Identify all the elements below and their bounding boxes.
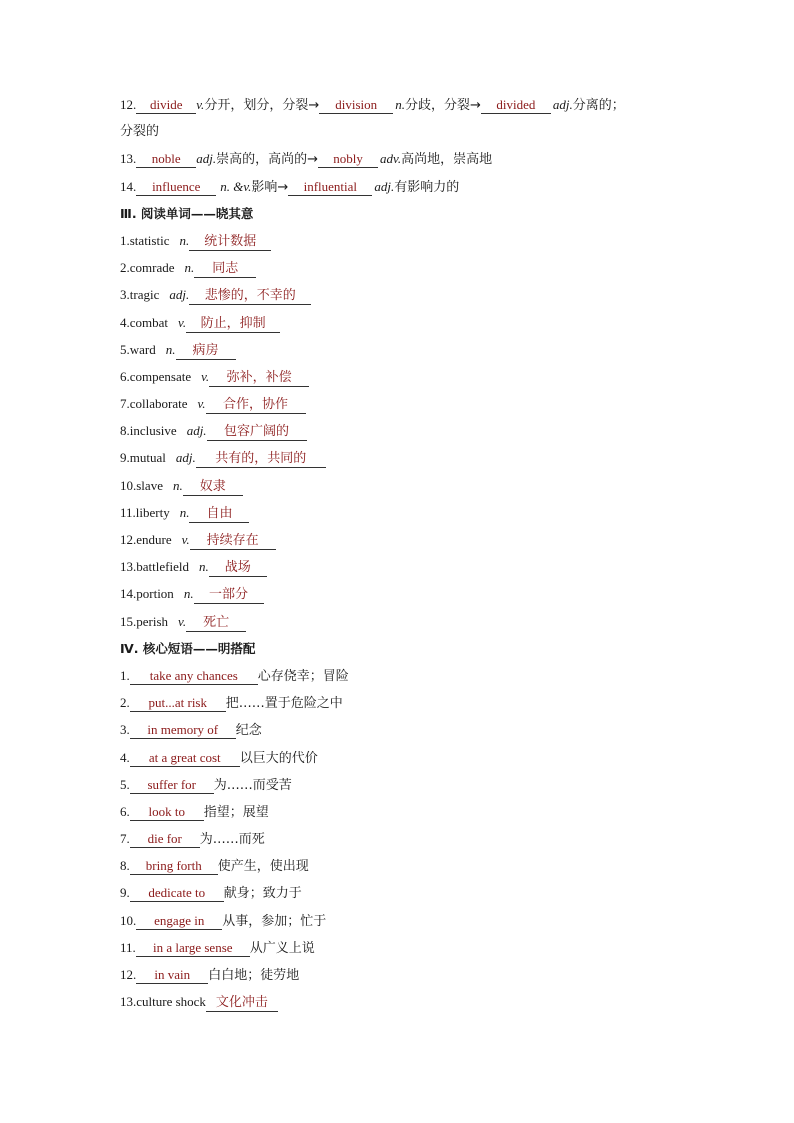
word-text: 14.portion — [120, 586, 174, 602]
derivative-row-13 — [120, 148, 680, 175]
item-number: 1. — [120, 667, 130, 683]
meaning-text: 分歧，分裂→ — [404, 98, 481, 113]
item-number: 6. — [120, 803, 130, 819]
phrase-text: culture shock — [136, 994, 206, 1010]
meaning-text: 把……置于危险之中 — [225, 696, 343, 712]
answer-blank[interactable]: division — [319, 97, 393, 114]
item-number: 7. — [120, 831, 130, 847]
part-of-speech: v. — [201, 368, 210, 384]
word-text: 4.combat — [120, 314, 169, 330]
answer-blank[interactable]: 共有的，共同的 — [196, 451, 326, 468]
answer-blank[interactable]: 包容广阔的 — [207, 424, 307, 441]
part-of-speech: v. — [181, 532, 190, 547]
answer-blank[interactable]: at a great cost — [130, 750, 240, 767]
word-text: 6.compensate — [120, 368, 192, 384]
phrase-row — [120, 747, 680, 774]
reading-word-row — [120, 502, 680, 529]
item-number: 11. — [120, 939, 136, 955]
reading-word-row — [120, 284, 680, 311]
reading-word-row — [120, 447, 680, 474]
phrase-row — [120, 855, 680, 882]
answer-blank[interactable]: 合作，协作 — [206, 397, 306, 414]
reading-word-row — [120, 257, 680, 284]
part-of-speech: n. &v. — [220, 178, 252, 194]
reading-word-row — [120, 366, 680, 393]
section-heading-core-phrases: Ⅳ. 核心短语——明搭配 — [120, 640, 256, 656]
worksheet-content — [120, 94, 680, 1018]
phrase-row — [120, 937, 680, 964]
item-number: 5. — [120, 776, 130, 792]
part-of-speech: v. — [197, 396, 206, 412]
answer-blank[interactable]: 悲惨的，不幸的 — [189, 288, 311, 305]
meaning-text: 从事，参加；忙于 — [222, 913, 327, 929]
reading-word-row — [120, 529, 680, 556]
section-heading-reading-words: Ⅲ. 阅读单词——晓其意 — [120, 205, 254, 221]
phrase-row — [120, 910, 680, 937]
meaning-text: 心存侥幸；冒险 — [257, 668, 349, 684]
item-number: 10. — [120, 912, 137, 928]
reading-word-row — [120, 312, 680, 339]
answer-blank[interactable]: 文化冲击 — [206, 995, 278, 1012]
word-text: 7.collaborate — [120, 396, 188, 412]
phrase-row — [120, 882, 680, 909]
part-of-speech: n. — [183, 586, 194, 602]
part-of-speech: adj. — [175, 450, 196, 466]
word-text: 12.endure — [120, 532, 172, 547]
part-of-speech: v. — [196, 97, 205, 112]
meaning-text: 分裂的 — [120, 124, 160, 140]
phrase-row — [120, 828, 680, 855]
part-of-speech: n. — [179, 504, 190, 520]
answer-blank[interactable]: put...at risk — [130, 695, 226, 712]
meaning-text: 高尚地，崇高地 — [401, 152, 493, 168]
reading-word-row — [120, 475, 680, 502]
reading-word-row — [120, 393, 680, 420]
derivative-row-14 — [120, 176, 680, 203]
meaning-text: 分开，划分，分裂→ — [204, 98, 320, 113]
answer-blank[interactable]: 同志 — [194, 261, 256, 278]
answer-blank[interactable]: in vain — [136, 967, 208, 984]
answer-blank[interactable]: nobly — [318, 151, 378, 168]
answer-blank[interactable]: noble — [136, 151, 196, 168]
reading-word-row — [120, 230, 680, 257]
meaning-text: 崇高的，高尚的→ — [216, 152, 319, 168]
part-of-speech: n. — [165, 341, 176, 357]
item-number: 14. — [120, 178, 137, 194]
word-text: 8.inclusive — [120, 423, 177, 439]
part-of-speech: v. — [178, 613, 187, 629]
part-of-speech: adv. — [380, 151, 402, 167]
answer-blank[interactable]: dedicate to — [130, 885, 224, 902]
phrase-row — [120, 692, 680, 719]
meaning-text: 为……而死 — [199, 832, 265, 848]
answer-blank[interactable]: 持续存在 — [190, 533, 276, 550]
answer-blank[interactable]: take any chances — [130, 668, 258, 685]
answer-blank[interactable]: bring forth — [130, 858, 218, 875]
reading-word-row — [120, 339, 680, 366]
answer-blank[interactable]: influential — [288, 179, 372, 196]
part-of-speech: n. — [198, 559, 209, 575]
answer-blank[interactable]: in a large sense — [136, 940, 250, 957]
answer-blank[interactable]: 死亡 — [186, 615, 246, 632]
answer-blank[interactable]: 弥补，补偿 — [209, 370, 309, 387]
word-text: 9.mutual — [120, 450, 166, 466]
part-of-speech: adj. — [552, 97, 573, 112]
answer-blank[interactable]: die for — [130, 831, 200, 848]
meaning-text: 使产生，使出现 — [217, 859, 309, 875]
part-of-speech: n. — [184, 260, 195, 276]
meaning-text: 献身；致力于 — [223, 886, 302, 902]
reading-word-row — [120, 556, 680, 583]
meaning-text: 白白地；徒劳地 — [208, 968, 300, 983]
part-of-speech: adj. — [374, 178, 395, 194]
answer-blank[interactable]: divided — [481, 97, 551, 114]
reading-word-row — [120, 611, 680, 638]
item-number: 8. — [120, 858, 130, 874]
word-text: 5.ward — [120, 341, 156, 357]
reading-word-row — [120, 420, 680, 447]
phrase-row — [120, 719, 680, 746]
part-of-speech: n. — [395, 97, 405, 112]
word-text: 15.perish — [120, 613, 169, 629]
answer-blank[interactable]: look to — [130, 804, 204, 821]
item-number: 12. — [120, 967, 137, 982]
meaning-text: 以巨大的代价 — [239, 750, 318, 766]
answer-blank[interactable]: 一部分 — [194, 587, 264, 604]
meaning-text: 从广义上说 — [249, 940, 315, 956]
meaning-text: 指望；展望 — [203, 804, 269, 820]
answer-blank[interactable]: 自由 — [189, 506, 249, 523]
item-number: 2. — [120, 695, 130, 711]
answer-blank[interactable]: 病房 — [176, 343, 236, 360]
answer-blank[interactable]: divide — [136, 97, 196, 114]
derivative-row-12-continuation — [120, 121, 680, 148]
answer-blank[interactable]: 战场 — [209, 560, 267, 577]
meaning-text: 有影响力的 — [394, 179, 460, 195]
phrase-row — [120, 774, 680, 801]
meaning-text: 为……而受苦 — [213, 777, 292, 793]
word-text: 3.tragic — [120, 287, 160, 303]
answer-blank[interactable]: in memory of — [130, 722, 236, 739]
answer-blank[interactable]: influence — [136, 179, 216, 196]
answer-blank[interactable]: 防止，抑制 — [186, 316, 280, 333]
word-text: 1.statistic — [120, 232, 170, 248]
answer-blank[interactable]: 统计数据 — [189, 234, 271, 251]
part-of-speech: adj. — [186, 423, 207, 439]
item-number: 13. — [120, 994, 137, 1010]
part-of-speech: adj. — [196, 151, 217, 167]
word-text: 11.liberty — [120, 504, 170, 520]
part-of-speech: v. — [178, 314, 187, 330]
part-of-speech: n. — [179, 232, 190, 248]
answer-blank[interactable]: suffer for — [130, 777, 214, 794]
word-text: 10.slave — [120, 477, 163, 493]
phrase-row — [120, 665, 680, 692]
phrase-row — [120, 991, 680, 1018]
phrase-row — [120, 801, 680, 828]
item-number: 4. — [120, 749, 130, 765]
item-number: 12. — [120, 97, 137, 112]
item-number: 13. — [120, 151, 137, 167]
meaning-text: 分离的； — [572, 98, 625, 113]
word-text: 2.comrade — [120, 260, 175, 276]
meaning-text: 影响→ — [251, 179, 289, 195]
word-text: 13.battlefield — [120, 559, 189, 575]
derivative-row-12 — [120, 94, 680, 121]
answer-blank[interactable]: engage in — [136, 913, 222, 930]
answer-blank[interactable]: 奴隶 — [183, 479, 243, 496]
part-of-speech: n. — [172, 477, 183, 493]
phrase-row — [120, 964, 680, 991]
item-number: 9. — [120, 885, 130, 901]
meaning-text: 纪念 — [235, 723, 262, 739]
part-of-speech: adj. — [169, 287, 190, 303]
item-number: 3. — [120, 722, 130, 738]
reading-word-row — [120, 583, 680, 610]
